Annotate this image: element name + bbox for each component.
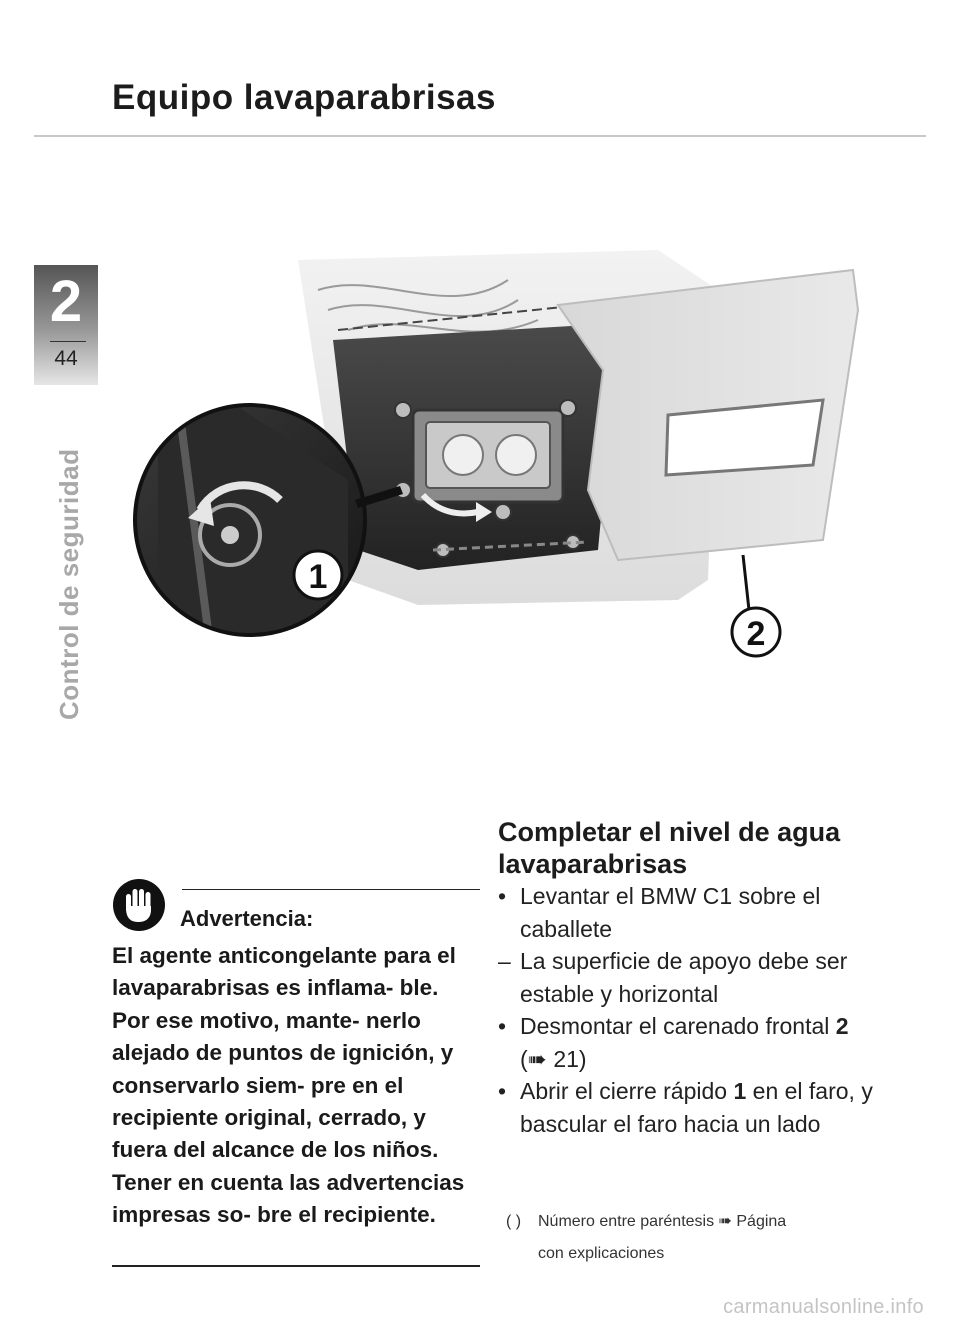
step-marker: • [498, 1013, 507, 1039]
footnote [506, 1206, 886, 1270]
chapter-tab-divider [50, 341, 86, 342]
step-item [498, 1010, 878, 1075]
step-ref-number: 2 [835, 1013, 849, 1039]
step-marker: • [498, 1078, 507, 1104]
page-title: Equipo lavaparabrisas [112, 78, 496, 117]
section-heading: Completar el nivel de agua lavaparabrisas [498, 817, 841, 879]
chapter-number: 2 [49, 269, 83, 334]
step-item [498, 1075, 878, 1140]
warning-heading: Advertencia: [180, 906, 314, 931]
callout-2: 2 [746, 615, 766, 653]
headlight-illustration [118, 250, 878, 670]
watermark: carmanualsonline.info [723, 1296, 924, 1318]
warning-bottom-rule [112, 1265, 480, 1267]
footnote-symbol: ( ) [506, 1213, 522, 1230]
step-item [498, 945, 878, 1010]
callout-1: 1 [308, 558, 328, 596]
section-side-label: Control de seguridad [54, 448, 84, 720]
step-page-ref: (➠ 21) [520, 1045, 587, 1072]
step-text: Levantar el BMW C1 sobre el caballete [520, 883, 821, 942]
step-text: Abrir el cierre rápido [520, 1078, 734, 1104]
step-text-continued: en el faro, y bascular el faro hacia un lado [520, 1078, 873, 1137]
step-text: Desmontar el carenado frontal [520, 1013, 836, 1039]
chapter-tab [34, 265, 98, 385]
steps-list [498, 880, 878, 1140]
page-number: 44 [54, 347, 78, 370]
step-marker: – [498, 948, 511, 974]
warning-top-rule [182, 889, 480, 890]
step-marker: • [498, 883, 507, 909]
step-ref-number: 1 [733, 1078, 747, 1104]
footnote-continuation: con explicaciones [538, 1245, 665, 1262]
footnote-text: Número entre paréntesis ➠ Página [538, 1213, 787, 1230]
warning-text: El agente anticongelante para el lavaparabrisas es inflama- ble. Por ese motivo, mante- nerlo alejado de puntos de ignición, y conservarlo siem- pre en el recipiente original, cerrado, y fuera del alcance de los niños. Tener en cuenta las advertencias impresas so- bre el recipiente. [112, 943, 465, 1228]
stop-hand-icon [112, 878, 166, 932]
title-divider [34, 135, 926, 137]
step-text: La superficie de apoyo debe ser estable y horizontal [520, 948, 848, 1007]
step-item [498, 880, 878, 945]
